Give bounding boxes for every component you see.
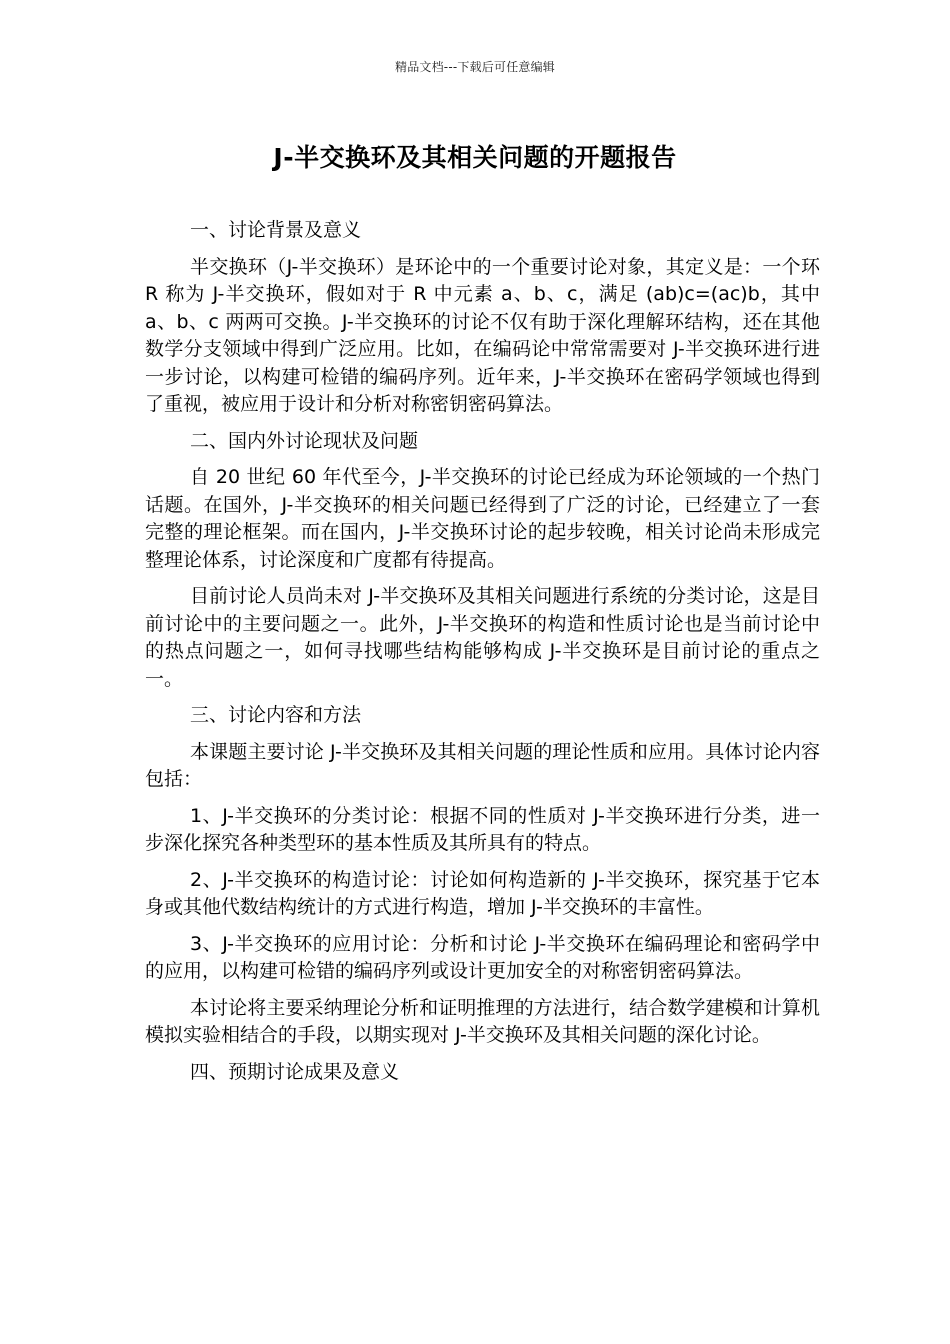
section-heading-background: 一、讨论背景及意义: [190, 219, 362, 241]
header-note: 精品文档---下载后可任意编辑: [395, 60, 555, 74]
paragraph-content-intro: 本课题主要讨论 J-半交换环及其相关问题的理论性质和应用。具体讨论内容包括：: [145, 740, 820, 790]
section-heading-expected-results: 四、预期讨论成果及意义: [190, 1060, 400, 1083]
paragraph-status-1: 自 20 世纪 60 年代至今，J-半交换环的讨论已经成为环论领域的一个热门话题。在国外，J-半交换环的相关问题已经得到了广泛的讨论，已经建立了一套完整的理论框架。而在国内，J-半交换环讨论的起步较晚，相关讨论尚未形成完整理论体系，讨论深度和广度都有待提高。: [145, 466, 820, 571]
section-heading-content-methods: 三、讨论内容和方法: [190, 704, 362, 726]
list-item-application: 3、J-半交换环的应用讨论：分析和讨论 J-半交换环在编码理论和密码学中的应用，以构建可检错的编码序列或设计更加安全的对称密钥密码算法。: [145, 932, 820, 982]
list-item-classification: 1、J-半交换环的分类讨论：根据不同的性质对 J-半交换环进行分类，进一步深化探究各种类型环的基本性质及其所具有的特点。: [145, 804, 820, 854]
document-body: [145, 217, 820, 1095]
paragraph-status-2: 目前讨论人员尚未对 J-半交换环及其相关问题进行系统的分类讨论，这是目前讨论中的主要问题之一。此外，J-半交换环的构造和性质讨论也是当前讨论中的热点问题之一，如何寻找哪些结构能够构成 J-半交换环是目前讨论的重点之一。: [145, 585, 820, 690]
paragraph-methods: 本讨论将主要采纳理论分析和证明推理的方法进行，结合数学建模和计算机模拟实验相结合的手段，以期实现对 J-半交换环及其相关问题的深化讨论。: [145, 996, 820, 1046]
paragraph-background: 半交换环（J-半交换环）是环论中的一个重要讨论对象，其定义是：一个环 R 称为 J-半交换环，假如对于 R 中元素 a、b、c，满足 (ab)c=(ac)b，其中 a、b、c 两两可交换。J-半交换环的讨论不仅有助于深化理解环结构，还在其他数学分支领域中得到广泛应用。比如，在编码论中常常需要对 J-半交换环进行进一步讨论，以构建可检错的编码序列。近年来，J-半交换环在密码学领域也得到了重视，被应用于设计和分析对称密钥密码算法。: [145, 255, 820, 415]
list-item-construction: 2、J-半交换环的构造讨论：讨论如何构造新的 J-半交换环，探究基于它本身或其他代数结构统计的方式进行构造，增加 J-半交换环的丰富性。: [145, 868, 820, 918]
document-title: J-半交换环及其相关问题的开题报告: [273, 143, 677, 172]
section-heading-status: 二、国内外讨论现状及问题: [190, 429, 419, 452]
